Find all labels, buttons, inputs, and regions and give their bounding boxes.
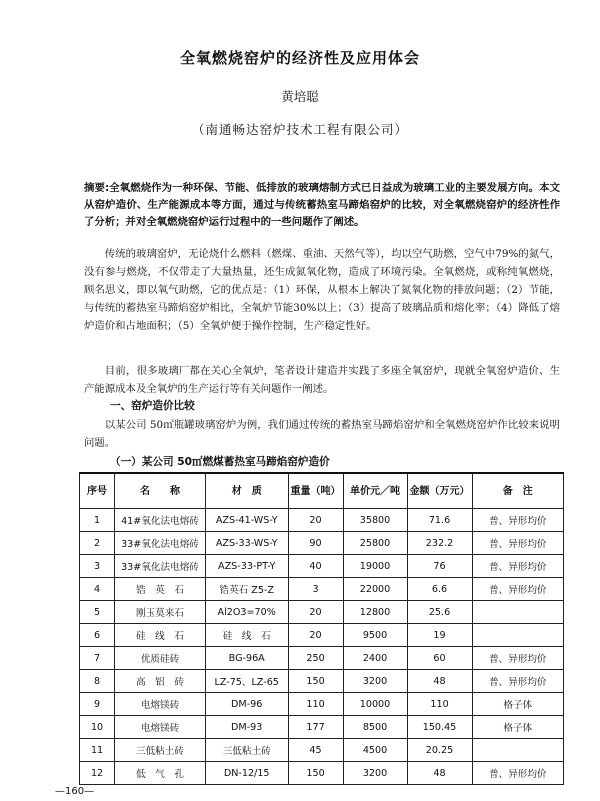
- section-heading-cost: 一、窑炉造价比较: [110, 400, 195, 412]
- cell-price: 19000: [343, 555, 407, 578]
- cost-table: [79, 472, 564, 785]
- cell-idx: 9: [80, 693, 115, 716]
- cell-note: 普、异形均价: [472, 578, 563, 601]
- cell-material: Al2O3=70%: [205, 601, 288, 624]
- cell-name: 41#氧化法电熔砖: [115, 509, 206, 532]
- cell-material: DN-12/15: [205, 762, 288, 785]
- abstract-text: 全氧燃烧作为一种环保、节能、低排放的玻璃熔制方式已日益成为玻璃工业的主要发展方向。本文从窑炉造价、生产能源成本等方面，通过与传统蓄热室马蹄焰窑炉的比较，对全氧燃烧窑炉的经济性作了分析；并对全氧燃烧窑炉运行过程中的一些问题作了阐述。: [84, 182, 561, 228]
- cell-amount: 20.25: [407, 739, 472, 762]
- table-header-row: [80, 473, 564, 509]
- cell-idx: 8: [80, 670, 115, 693]
- cell-material: AZS-33-PT-Y: [205, 555, 288, 578]
- cell-weight: 90: [288, 532, 343, 555]
- cell-name: 刚玉莫来石: [115, 601, 206, 624]
- paragraph-current: 目前，很多玻璃厂都在关心全氧炉，笔者设计建造并实践了多座全氧窑炉，现就全氧窑炉造价、生产能源成本及全氧炉的生产运行等有关问题作一阐述。: [84, 365, 560, 395]
- table-row: [80, 601, 564, 624]
- cell-material: DM-93: [205, 716, 288, 739]
- table-row: [80, 670, 564, 693]
- cell-note: 普、异形均价: [472, 532, 563, 555]
- cell-note: 普、异形均价: [472, 762, 563, 785]
- table-row: [80, 693, 564, 716]
- cell-price: 25800: [343, 532, 407, 555]
- cell-name: 三低粘土砖: [115, 739, 206, 762]
- page-number: —160—: [55, 786, 95, 797]
- cell-idx: 5: [80, 601, 115, 624]
- cell-amount: 25.6: [407, 601, 472, 624]
- cell-idx: 4: [80, 578, 115, 601]
- cell-note: 普、异形均价: [472, 509, 563, 532]
- header-weight: 重量（吨）: [288, 473, 343, 509]
- page-title: 全氧燃烧窑炉的经济性及应用体会: [179, 49, 420, 67]
- table-row: [80, 762, 564, 785]
- header-material: 材 质: [205, 473, 288, 509]
- cell-idx: 7: [80, 647, 115, 670]
- cell-amount: 60: [407, 647, 472, 670]
- cell-price: 4500: [343, 739, 407, 762]
- author-affiliation: （南通畅达窑炉技术工程有限公司）: [191, 122, 408, 137]
- cell-weight: 250: [288, 647, 343, 670]
- cell-price: 8500: [343, 716, 407, 739]
- table-row: [80, 532, 564, 555]
- cell-name: 电熔镁砖: [115, 716, 206, 739]
- cell-name: 硅 线 石: [115, 624, 206, 647]
- cell-amount: 19: [407, 624, 472, 647]
- paragraph-intro: 传统的玻璃窑炉，无论烧什么燃料（燃煤、重油、天然气等），均以空气助燃，空气中79%的氮气，没有参与燃烧，不仅带走了大量热量，还生成氮氧化物，造成了环境污染。全氧燃烧，或称纯氧燃烧，顾名思义，即以氧气助燃，它的优点是：（1）环保，从根本上解决了氮氧化物的排放问题；（2）节能，与传统的蓄热室马蹄焰窑炉相比，全氧炉节能30%以上；（3）提高了玻璃品质和熔化率；（4）降低了熔炉造价和占地面积；（5）全氧炉便于操作控制，生产稳定性好。: [84, 248, 560, 332]
- cell-note: 格子体: [472, 716, 563, 739]
- cell-amount: 71.6: [407, 509, 472, 532]
- cell-weight: 20: [288, 624, 343, 647]
- cell-amount: 232.2: [407, 532, 472, 555]
- header-idx: 序号: [80, 473, 115, 509]
- paragraph-example: 以某公司 50㎡瓶罐玻璃窑炉为例，我们通过传统的蓄热室马蹄焰窑炉和全氧燃烧窑炉作比较来说明问题。: [84, 419, 560, 449]
- cell-material: AZS-41-WS-Y: [205, 509, 288, 532]
- cell-note: [472, 601, 563, 624]
- cell-note: 普、异形均价: [472, 670, 563, 693]
- cell-note: 普、异形均价: [472, 555, 563, 578]
- cell-name: 33#氧化法电熔砖: [115, 555, 206, 578]
- cell-idx: 6: [80, 624, 115, 647]
- cell-price: 9500: [343, 624, 407, 647]
- cell-idx: 1: [80, 509, 115, 532]
- cell-weight: 150: [288, 762, 343, 785]
- cell-note: 格子体: [472, 693, 563, 716]
- cell-price: 2400: [343, 647, 407, 670]
- cell-note: 普、异形均价: [472, 647, 563, 670]
- table-row: [80, 647, 564, 670]
- table-row: [80, 555, 564, 578]
- cell-amount: 110: [407, 693, 472, 716]
- cell-amount: 6.6: [407, 578, 472, 601]
- cell-amount: 48: [407, 670, 472, 693]
- abstract: [84, 180, 560, 231]
- cell-idx: 10: [80, 716, 115, 739]
- cell-weight: 45: [288, 739, 343, 762]
- cell-price: 3200: [343, 762, 407, 785]
- cell-weight: 20: [288, 601, 343, 624]
- table-row: [80, 739, 564, 762]
- cell-material: 锆英石 Z5-Z: [205, 578, 288, 601]
- cell-idx: 3: [80, 555, 115, 578]
- cell-name: 高 铝 砖: [115, 670, 206, 693]
- cell-amount: 76: [407, 555, 472, 578]
- table-caption: （一）某公司 50㎡燃煤蓄热室马蹄焰窑炉造价: [110, 456, 330, 468]
- header-amount: 金额（万元）: [407, 473, 472, 509]
- cell-idx: 12: [80, 762, 115, 785]
- author-name: 黄培聪: [281, 89, 319, 104]
- cell-price: 10000: [343, 693, 407, 716]
- cell-idx: 11: [80, 739, 115, 762]
- header-name: 名 称: [115, 473, 206, 509]
- cell-price: 3200: [343, 670, 407, 693]
- cell-name: 优质硅砖: [115, 647, 206, 670]
- cell-note: [472, 624, 563, 647]
- table-row: [80, 624, 564, 647]
- cell-weight: 150: [288, 670, 343, 693]
- cell-material: AZS-33-WS-Y: [205, 532, 288, 555]
- cell-weight: 177: [288, 716, 343, 739]
- cell-price: 22000: [343, 578, 407, 601]
- table-body: [80, 509, 564, 785]
- header-note: 备 注: [472, 473, 563, 509]
- cell-name: 锆 英 石: [115, 578, 206, 601]
- cell-weight: 40: [288, 555, 343, 578]
- cell-name: 低 气 孔: [115, 762, 206, 785]
- cell-note: [472, 739, 563, 762]
- cell-idx: 2: [80, 532, 115, 555]
- cell-weight: 110: [288, 693, 343, 716]
- cell-weight: 20: [288, 509, 343, 532]
- header-price: 单价元／吨: [343, 473, 407, 509]
- abstract-label: 摘要:: [84, 182, 110, 194]
- cell-material: 三低粘土砖: [205, 739, 288, 762]
- cell-weight: 3: [288, 578, 343, 601]
- table-row: [80, 716, 564, 739]
- cell-price: 12800: [343, 601, 407, 624]
- cell-price: 35800: [343, 509, 407, 532]
- cell-amount: 150.45: [407, 716, 472, 739]
- table-row: [80, 509, 564, 532]
- cell-material: 硅 线 石: [205, 624, 288, 647]
- cell-amount: 48: [407, 762, 472, 785]
- cell-name: 33#氧化法电熔砖: [115, 532, 206, 555]
- cell-material: BG-96A: [205, 647, 288, 670]
- table-row: [80, 578, 564, 601]
- cell-material: DM-96: [205, 693, 288, 716]
- cell-material: LZ-75、LZ-65: [205, 670, 288, 693]
- cell-name: 电熔镁砖: [115, 693, 206, 716]
